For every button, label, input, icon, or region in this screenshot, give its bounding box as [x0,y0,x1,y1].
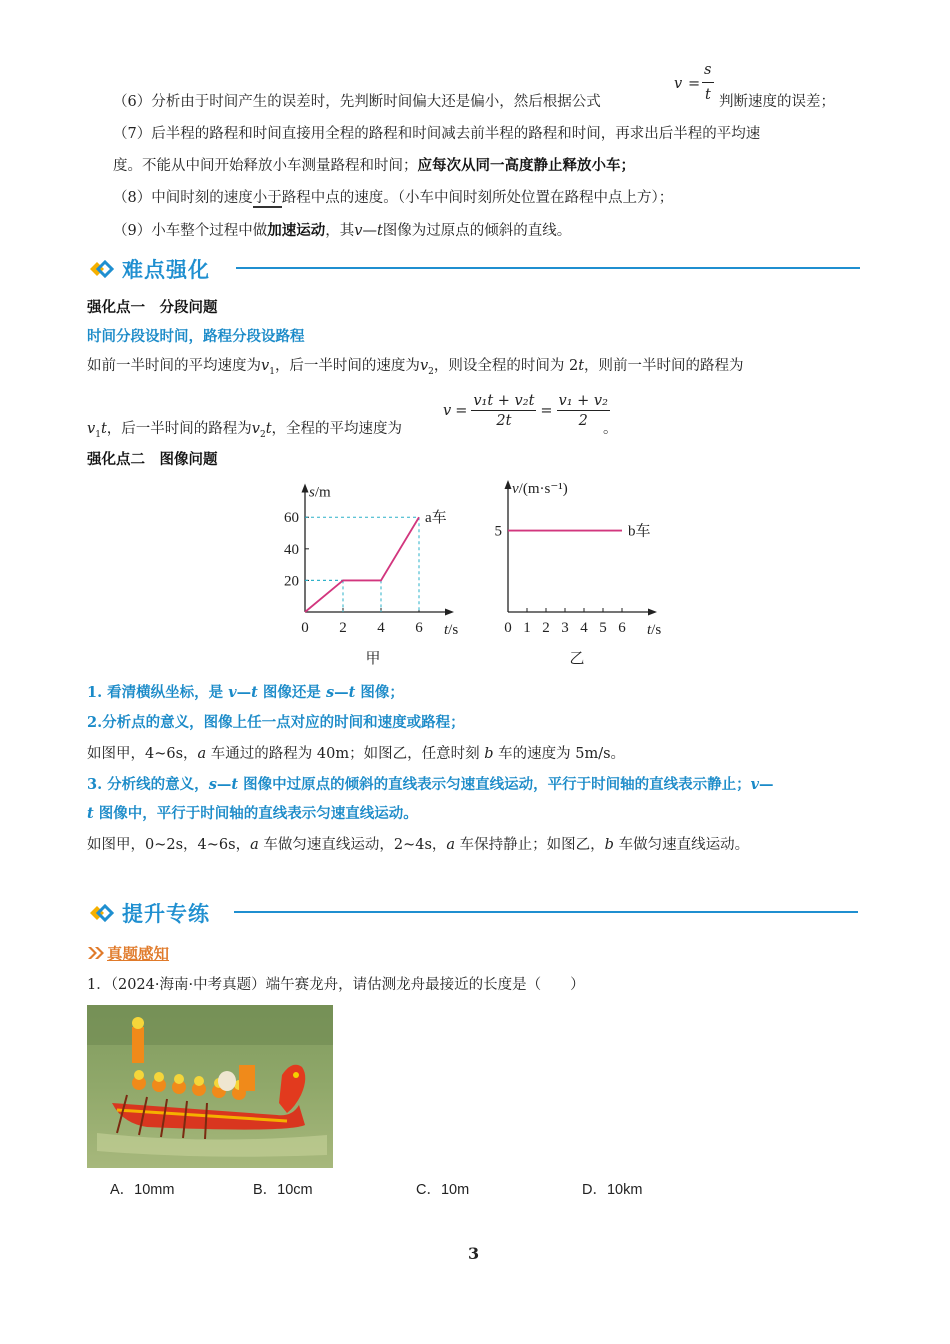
fraction-bar [702,82,714,83]
x-tick-label: 5 [599,620,607,636]
note-2: 2.分析点的意义，图像上任一点对应的时间和速度或路程； [87,714,465,731]
double-chevron-icon [87,946,105,960]
segment-paragraph-line-1: 如前一半时间的平均速度为$v_1$，后一半时间的速度为$v_2$，则设全程的时间为 2t，则前一半时间的路程为 [87,358,744,377]
dragon-boat-photo [87,1005,333,1168]
series-label: a车 [425,510,447,527]
section-rule-2 [234,911,858,913]
segment-paragraph-line-2: $v_1t$，后一半时间的路程为$v_2t$，全程的平均速度为 [87,421,403,440]
x-tick-label: 2 [339,620,347,636]
x-axis-label: t/s [647,622,662,638]
tip-segment: 时间分段设时间，路程分段设路程 [87,328,305,345]
chart-caption: 甲 [365,651,381,667]
section-rule-1 [236,267,860,269]
series-line [305,517,419,612]
item-9: （9）小车整个过程中做加速运动，其v—t图像为过原点的倾斜的直线。 [113,222,572,239]
y-tick-label: 20 [284,573,299,590]
chart-jia [284,483,458,667]
note-1: 1. 看清横纵坐标，是 v—t 图像还是 s—t 图像； [87,684,404,701]
option-c[interactable]: C．10m [416,1182,470,1198]
example-3: 如图甲，0~2s，4~6s，a 车做匀速直线运动，2~4s，a 车保持静止；如图乙，b 车做匀速直线运动。 [87,837,750,853]
x-axis-arrow [648,609,657,616]
y-axis-arrow [505,480,512,489]
x-tick-label: 4 [580,620,588,636]
option-a[interactable]: A．10mm [110,1182,175,1198]
x-tick-label: 3 [561,620,569,636]
option-b[interactable]: B．10cm [253,1182,313,1198]
item-8: （8）中间时刻的速度小于路程中点的速度。（小车中间时刻所处位置在路程中点上方）； [113,190,674,206]
x-tick-label: 0 [504,620,512,636]
diamond-bullet-icon [88,258,116,280]
y-tick-label: 5 [494,523,502,540]
average-speed-formula: v = $\frac{\text{v₁t + v₂t}}{2t}$ = $\frac{\text{v₁ + v₂}}{2}$ [443,392,608,429]
y-axis-label: v/(m·s⁻¹) [512,481,568,497]
note-3-line-2: t 图像中，平行于时间轴的直线表示匀速直线运动。 [87,805,418,822]
motion-graphs [270,470,690,675]
item-6: （6）分析由于时间产生的误差时，先判断时间偏大还是偏小，然后根据公式 [113,94,601,110]
series-label: b车 [628,523,651,540]
chart-yi [495,480,662,667]
x-tick-label: 6 [415,620,423,636]
x-axis-arrow [445,609,454,616]
subheading-segment-problem: 强化点一 分段问题 [87,299,218,316]
section-header-1: 难点强化 [88,252,210,286]
example-2: 如图甲，4~6s，a 车通过的路程为 40m；如图乙，任意时刻 b 车的速度为 5m/s。 [87,746,626,762]
y-tick-label: 60 [284,510,299,527]
page-number: 3 [468,1244,480,1263]
formula-v-equals-s-over-t: v = s t [674,62,720,112]
x-tick-label: 1 [523,620,531,636]
note-3-line-1: 3. 分析线的意义，s—t 图像中过原点的倾斜的直线表示匀速直线运动，平行于时间轴的直线表示静止；v— [87,776,774,793]
section-header-2: 提升专练 [88,896,210,930]
formula-period: 。 [603,421,618,437]
y-tick-label: 40 [284,541,299,558]
subsection-header: 真题感知 [87,942,169,964]
question-1-stem: 1．（2024·海南·中考真题）端午赛龙舟，请估测龙舟最接近的长度是（ ） [87,977,585,993]
subheading-graph-problem: 强化点二 图像问题 [87,451,218,468]
x-tick-label: 4 [377,620,385,636]
y-axis-arrow [302,483,309,492]
fraction-2: $\frac{\text{v₁ + v₂}}{2}$ [558,392,608,429]
item-7-line-1: （7）后半程的路程和时间直接用全程的路程和时间减去前半程的路程和时间，再求出后半程的平均速 [113,126,761,142]
diamond-bullet-icon [88,902,116,924]
item-6-end: 判断速度的误差； [719,94,835,110]
option-d[interactable]: D．10km [582,1182,643,1198]
chart-caption: 乙 [569,651,585,667]
x-tick-label: 2 [542,620,550,636]
fraction-1: $\frac{\text{v₁t + v₂t}}{2t}$ [473,392,535,429]
x-tick-label: 6 [618,620,626,636]
item-7-line-2: 度。不能从中间开始释放小车测量路程和时间；应每次从同一高度静止释放小车； [113,157,635,174]
y-axis-label: s/m [309,484,331,501]
x-axis-label: t/s [444,622,459,638]
x-tick-label: 0 [301,620,309,636]
